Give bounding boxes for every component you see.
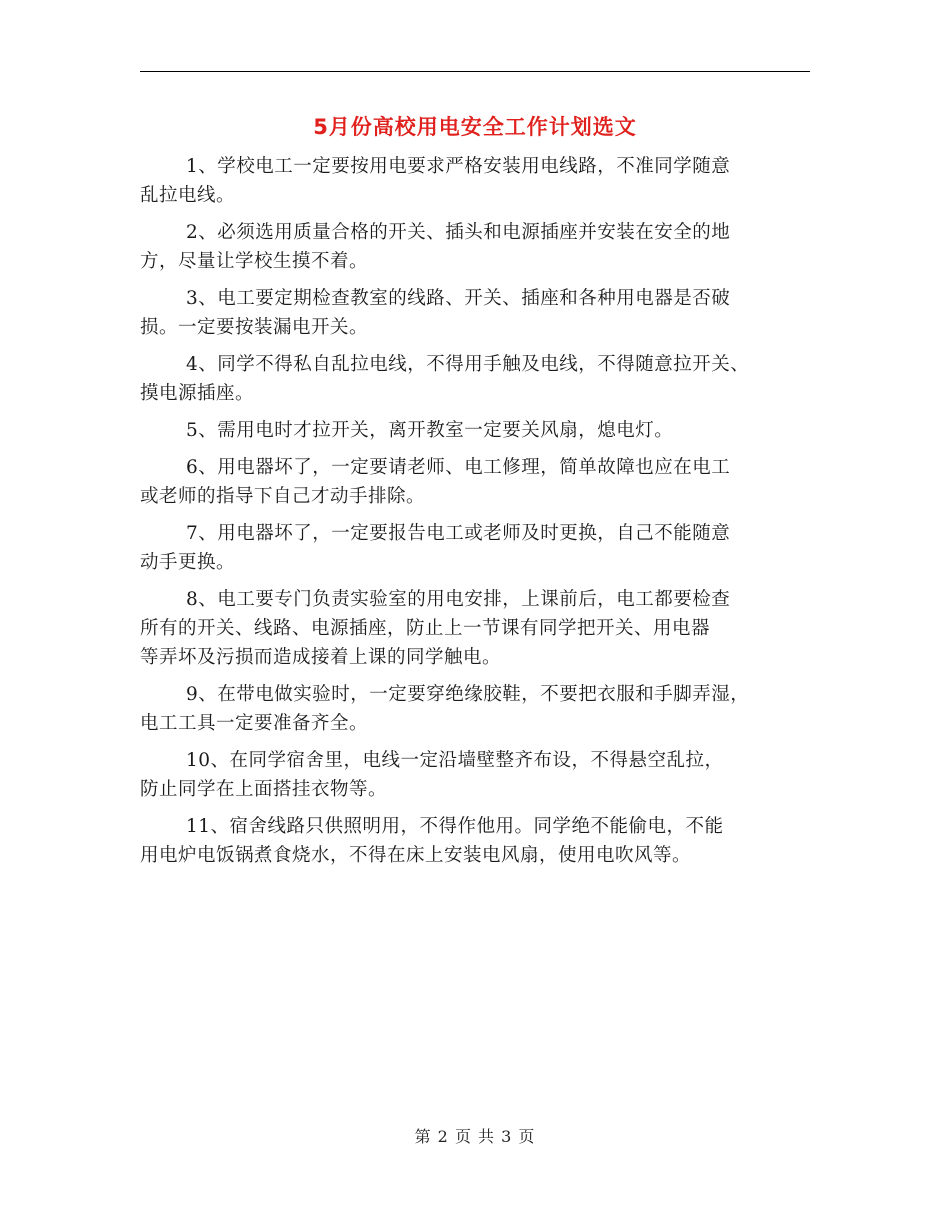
paragraph-2 xyxy=(140,218,830,276)
paragraph-7 xyxy=(140,519,830,577)
paragraph-1 xyxy=(140,152,830,210)
paragraph-line: 动手更换。 xyxy=(140,552,236,573)
paragraph-line: 电工工具一定要准备齐全。 xyxy=(140,713,369,734)
paragraph-4 xyxy=(140,350,830,408)
paragraph-line: 4、同学不得私自乱拉电线，不得用手触及电线，不得随意拉开关、 xyxy=(186,354,750,375)
header-rule xyxy=(140,71,810,72)
paragraph-line: 或老师的指导下自己才动手排除。 xyxy=(140,486,426,507)
paragraph-line: 等弄坏及污损而造成接着上课的同学触电。 xyxy=(140,647,502,668)
page-footer: 第 2 页 共 3 页 xyxy=(414,1127,536,1146)
paragraph-line: 所有的开关、线路、电源插座，防止上一节课有同学把开关、用电器 xyxy=(140,618,711,639)
paragraph-line: 11、宿舍线路只供照明用，不得作他用。同学绝不能偷电，不能 xyxy=(186,816,724,837)
paragraph-line: 2、必须选用质量合格的开关、插头和电源插座并安装在安全的地 xyxy=(186,222,731,243)
paragraph-line: 防止同学在上面搭挂衣物等。 xyxy=(140,779,388,800)
paragraph-3 xyxy=(140,284,830,342)
paragraph-5 xyxy=(140,416,830,445)
paragraph-line: 损。一定要按装漏电开关。 xyxy=(140,317,369,338)
paragraph-11 xyxy=(140,812,830,870)
paragraph-line: 7、用电器坏了，一定要报告电工或老师及时更换，自己不能随意 xyxy=(186,523,731,544)
paragraph-6 xyxy=(140,453,830,511)
paragraph-8 xyxy=(140,585,830,672)
paragraph-line: 用电炉电饭锅煮食烧水，不得在床上安装电风扇，使用电吹风等。 xyxy=(140,845,692,866)
document-body xyxy=(140,152,830,878)
paragraph-line: 6、用电器坏了，一定要请老师、电工修理，简单故障也应在电工 xyxy=(186,457,731,478)
document-title: 5月份高校用电安全工作计划选文 xyxy=(313,115,637,139)
paragraph-line: 1、学校电工一定要按用电要求严格安装用电线路，不准同学随意 xyxy=(186,156,731,177)
paragraph-line: 5、需用电时才拉开关，离开教室一定要关风扇，熄电灯。 xyxy=(186,420,674,441)
paragraph-9 xyxy=(140,680,830,738)
paragraph-10 xyxy=(140,746,830,804)
paragraph-line: 10、在同学宿舍里，电线一定沿墙壁整齐布设，不得悬空乱拉， xyxy=(186,750,724,771)
paragraph-line: 9、在带电做实验时，一定要穿绝缘胶鞋，不要把衣服和手脚弄湿， xyxy=(186,684,750,705)
paragraph-line: 3、电工要定期检查教室的线路、开关、插座和各种用电器是否破 xyxy=(186,288,731,309)
paragraph-line: 乱拉电线。 xyxy=(140,185,236,206)
paragraph-line: 摸电源插座。 xyxy=(140,383,255,404)
paragraph-line: 方，尽量让学校生摸不着。 xyxy=(140,251,369,272)
paragraph-line: 8、电工要专门负责实验室的用电安排，上课前后，电工都要检查 xyxy=(186,589,731,610)
